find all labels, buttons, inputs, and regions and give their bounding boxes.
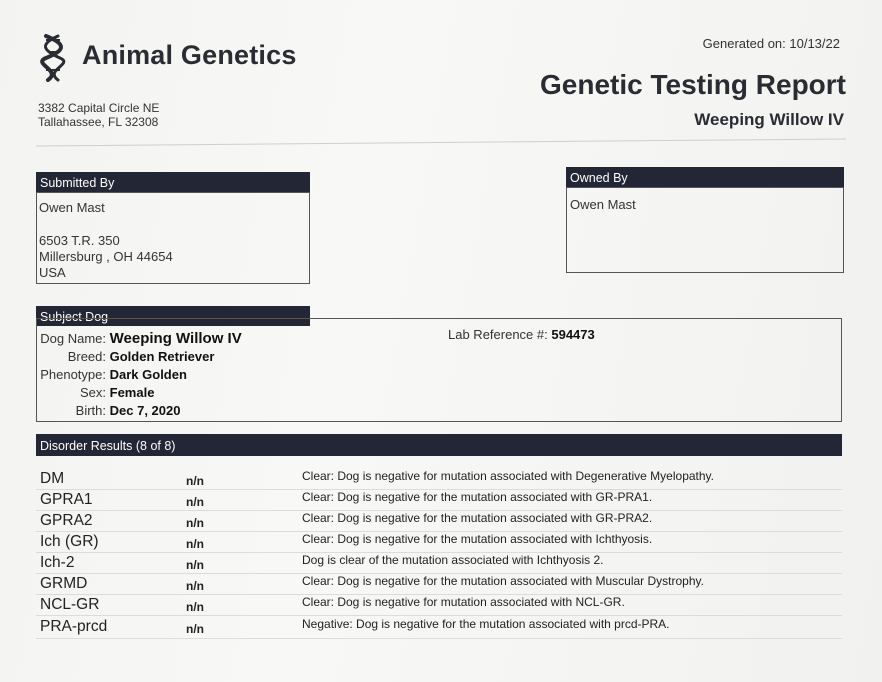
result-name: DM bbox=[40, 470, 65, 487]
birth-value: Dec 7, 2020 bbox=[109, 403, 181, 418]
sex-label: Sex: bbox=[79, 385, 106, 400]
result-description: Clear: Dog is negative for mutation associated with Degenerative Myelopathy. bbox=[302, 469, 714, 483]
result-description: Clear: Dog is negative for the mutation associated with GR-PRA2. bbox=[302, 511, 653, 525]
phenotype-row bbox=[40, 367, 187, 382]
result-name: GPRA1 bbox=[40, 491, 93, 508]
result-name: PRA-prcd bbox=[40, 618, 108, 635]
report-subtitle: Weeping Willow IV bbox=[694, 110, 844, 129]
generated-date: Generated on: 10/13/22 bbox=[702, 36, 840, 51]
brand-name: Animal Genetics bbox=[82, 40, 297, 70]
result-name: Ich (GR) bbox=[40, 533, 99, 550]
submitter-address-2: Millersburg , OH 44654 bbox=[39, 249, 173, 264]
result-description: Negative: Dog is negative for the mutation associated with prcd-PRA. bbox=[302, 617, 670, 631]
company-address bbox=[38, 101, 159, 129]
dna-helix-icon bbox=[36, 30, 76, 86]
result-genotype: n/n bbox=[186, 579, 204, 593]
phenotype-label: Phenotype: bbox=[40, 367, 106, 382]
result-name: GRMD bbox=[40, 575, 88, 592]
submitter-address-1: 6503 T.R. 350 bbox=[39, 233, 120, 248]
birth-row bbox=[40, 403, 180, 418]
disorder-results-header: Disorder Results (8 of 8) bbox=[36, 434, 842, 456]
owner-name: Owen Mast bbox=[570, 197, 636, 212]
subject-dog-header: Subject Dog bbox=[36, 306, 310, 326]
result-description: Clear: Dog is negative for mutation associated with NCL-GR. bbox=[302, 595, 625, 609]
result-genotype: n/n bbox=[186, 495, 204, 509]
result-genotype: n/n bbox=[186, 558, 204, 572]
sex-value: Female bbox=[109, 385, 155, 400]
result-genotype: n/n bbox=[186, 537, 204, 551]
row-divider bbox=[36, 638, 842, 639]
lab-reference bbox=[448, 327, 595, 342]
result-name: NCL-GR bbox=[40, 596, 100, 613]
breed-row bbox=[40, 349, 214, 364]
address-line-1: 3382 Capital Circle NE bbox=[38, 101, 160, 115]
result-description: Dog is clear of the mutation associated with Ichthyosis 2. bbox=[302, 553, 604, 567]
result-description: Clear: Dog is negative for the mutation associated with Muscular Dystrophy. bbox=[302, 574, 704, 588]
report-title: Genetic Testing Report bbox=[540, 69, 846, 100]
result-description: Clear: Dog is negative for the mutation associated with Ichthyosis. bbox=[302, 532, 653, 546]
submitter-country: USA bbox=[39, 265, 66, 280]
row-divider bbox=[36, 615, 842, 616]
submitter-name: Owen Mast bbox=[39, 200, 105, 215]
result-genotype: n/n bbox=[186, 516, 204, 530]
lab-reference-label: Lab Reference #: bbox=[448, 327, 548, 342]
header-divider bbox=[36, 138, 846, 146]
birth-label: Birth: bbox=[75, 403, 106, 418]
result-name: GPRA2 bbox=[40, 512, 93, 529]
result-genotype: n/n bbox=[186, 622, 204, 636]
breed-label: Breed: bbox=[67, 349, 106, 364]
dog-name-value: Weeping Willow IV bbox=[109, 330, 242, 347]
phenotype-value: Dark Golden bbox=[109, 367, 187, 382]
sex-row bbox=[40, 385, 154, 400]
result-genotype: n/n bbox=[186, 474, 204, 488]
result-description: Clear: Dog is negative for the mutation associated with GR-PRA1. bbox=[302, 490, 653, 504]
breed-value: Golden Retriever bbox=[109, 349, 215, 364]
result-genotype: n/n bbox=[186, 600, 204, 614]
dog-name-row bbox=[40, 330, 242, 347]
dog-name-label: Dog Name: bbox=[40, 331, 106, 346]
result-name: Ich-2 bbox=[40, 554, 75, 571]
submitted-by-header: Submitted By bbox=[36, 172, 310, 192]
lab-reference-value: 594473 bbox=[551, 327, 595, 342]
owned-by-header: Owned By bbox=[566, 167, 844, 187]
address-line-2: Tallahassee, FL 32308 bbox=[38, 115, 159, 129]
